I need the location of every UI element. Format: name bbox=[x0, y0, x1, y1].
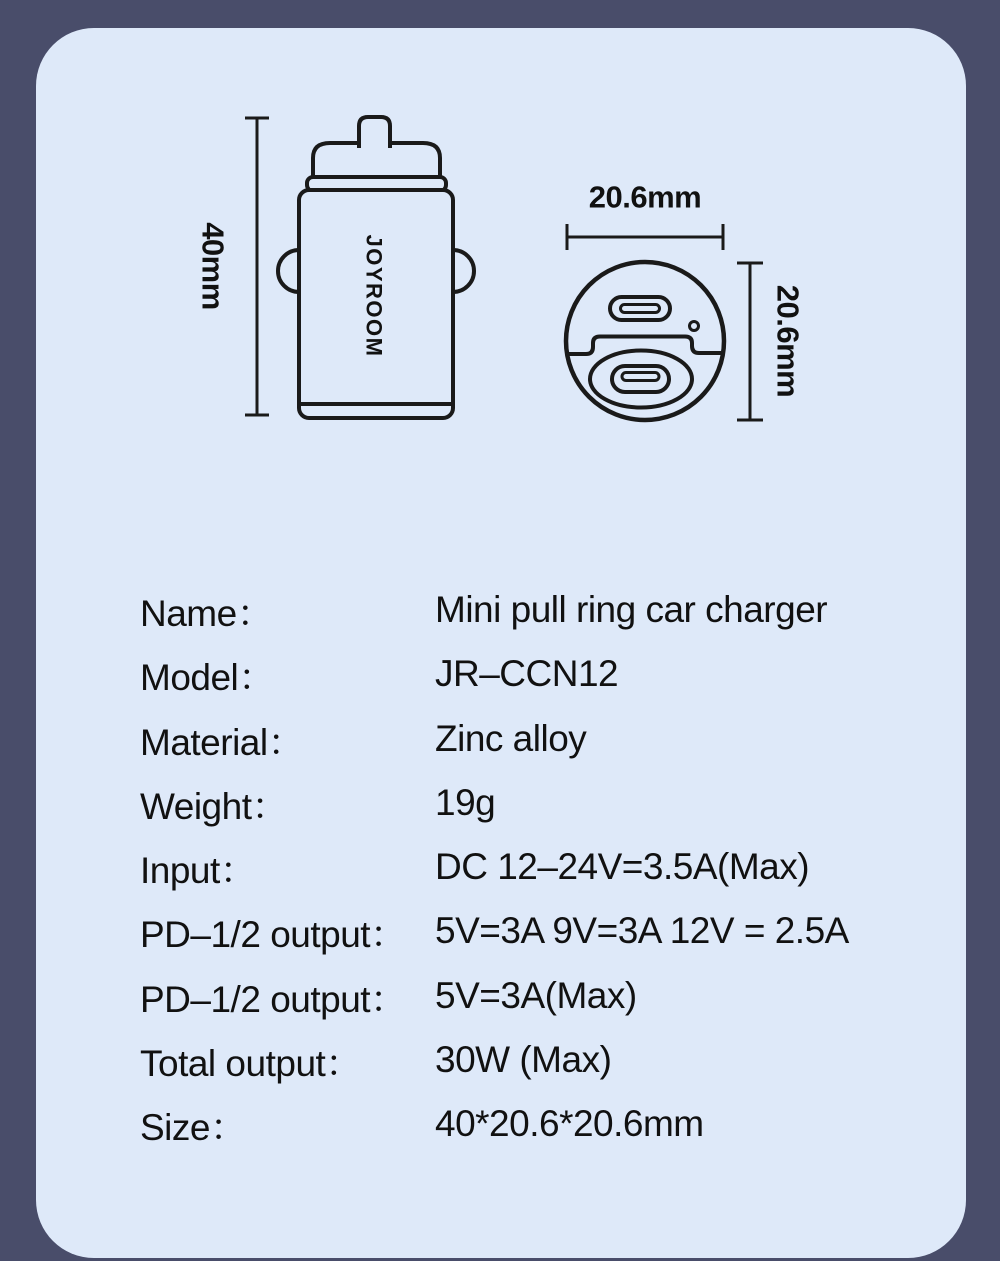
spec-row bbox=[140, 578, 900, 642]
spec-label: PD–1/2 output： bbox=[140, 914, 407, 956]
width-dimension-line bbox=[567, 224, 723, 250]
spec-label: Material： bbox=[140, 721, 305, 763]
height-dimension-line-right bbox=[737, 263, 763, 420]
spec-label: Weight： bbox=[140, 785, 288, 827]
width-dimension-label: 20.6mm bbox=[588, 179, 702, 215]
brand-logo-text: JOYROOM bbox=[361, 234, 387, 358]
charger-cap-outline bbox=[313, 143, 440, 177]
spec-value: JR–CCN12 bbox=[435, 653, 619, 695]
spec-label: Size： bbox=[140, 1107, 247, 1149]
spec-label: Name： bbox=[140, 593, 274, 635]
height-dimension-line bbox=[245, 118, 269, 415]
spec-label: Input： bbox=[140, 850, 257, 892]
usb-c-port-bottom-slot bbox=[622, 373, 659, 381]
product-diagram bbox=[0, 0, 1000, 540]
spec-row bbox=[140, 707, 900, 771]
spec-label: Total output： bbox=[140, 1042, 362, 1084]
spec-label: PD–1/2 output： bbox=[140, 978, 407, 1020]
charger-tip-outline bbox=[359, 117, 390, 148]
spec-row bbox=[140, 1028, 900, 1092]
height-dimension-label: 40mm bbox=[195, 222, 231, 310]
spec-value: 30W (Max) bbox=[435, 1038, 612, 1080]
led-indicator bbox=[690, 322, 699, 331]
spec-row bbox=[140, 964, 900, 1028]
spec-value: Mini pull ring car charger bbox=[435, 589, 828, 631]
spec-value: 5V=3A 9V=3A 12V = 2.5A bbox=[435, 910, 849, 952]
spec-row bbox=[140, 835, 900, 899]
charger-face-view bbox=[566, 180, 806, 421]
spec-row bbox=[140, 642, 900, 706]
spec-value: DC 12–24V=3.5A(Max) bbox=[435, 846, 810, 888]
charger-side-view bbox=[196, 117, 475, 418]
charger-face-outline bbox=[566, 262, 724, 420]
spec-value: 40*20.6*20.6mm bbox=[435, 1103, 704, 1145]
usb-c-port-top-slot bbox=[621, 305, 660, 313]
spec-label: Model： bbox=[140, 657, 275, 699]
spec-value: 19g bbox=[435, 781, 496, 823]
spec-row bbox=[140, 1092, 900, 1156]
height-dimension-label-right: 20.6mm bbox=[770, 284, 806, 398]
spec-value: 5V=3A(Max) bbox=[435, 974, 637, 1016]
spec-list bbox=[140, 578, 900, 1156]
spec-row bbox=[140, 899, 900, 963]
spec-row bbox=[140, 771, 900, 835]
spec-value: Zinc alloy bbox=[435, 717, 587, 759]
